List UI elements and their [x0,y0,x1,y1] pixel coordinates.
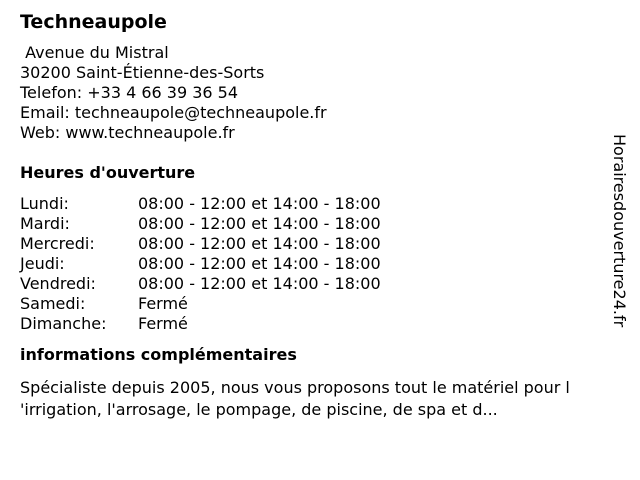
description-line-2: 'irrigation, l'arrosage, le pompage, de piscine, de spa et d... [20,400,498,419]
watermark-text: Horairesdouverture24.fr [610,134,629,328]
hours-row-sunday [20,314,610,334]
day-label: Jeudi: [20,254,65,273]
hours-row-monday [20,194,610,214]
web-line: Web: www.techneaupole.fr [20,123,235,142]
day-hours: 08:00 - 12:00 et 14:00 - 18:00 [138,214,381,233]
day-hours: Fermé [138,314,188,333]
day-hours: 08:00 - 12:00 et 14:00 - 18:00 [138,254,381,273]
day-label: Lundi: [20,194,69,213]
day-hours: 08:00 - 12:00 et 14:00 - 18:00 [138,234,381,253]
business-card [20,10,610,421]
business-description [20,377,620,421]
description-line-1: Spécialiste depuis 2005, nous vous proposons tout le matériel pour l [20,378,570,397]
additional-info-heading: informations complémentaires [20,345,297,364]
day-label: Vendredi: [20,274,96,293]
day-label: Samedi: [20,294,86,313]
hours-row-wednesday [20,234,610,254]
day-hours: Fermé [138,294,188,313]
hours-row-friday [20,274,610,294]
address-block [20,43,610,143]
hours-row-thursday [20,254,610,274]
city-address: 30200 Saint-Étienne-des-Sorts [20,63,265,82]
hours-row-saturday [20,294,610,314]
site-watermark [609,134,633,370]
day-hours: 08:00 - 12:00 et 14:00 - 18:00 [138,194,381,213]
opening-hours-table [20,194,610,334]
street-address: Avenue du Mistral [20,43,169,62]
day-label: Mardi: [20,214,70,233]
opening-hours-heading: Heures d'ouverture [20,163,196,182]
business-name: Techneaupole [20,11,167,33]
hours-row-tuesday [20,214,610,234]
day-label: Mercredi: [20,234,95,253]
day-hours: 08:00 - 12:00 et 14:00 - 18:00 [138,274,381,293]
phone-line: Telefon: +33 4 66 39 36 54 [20,83,239,102]
day-label: Dimanche: [20,314,107,333]
email-line: Email: techneaupole@techneaupole.fr [20,103,327,122]
